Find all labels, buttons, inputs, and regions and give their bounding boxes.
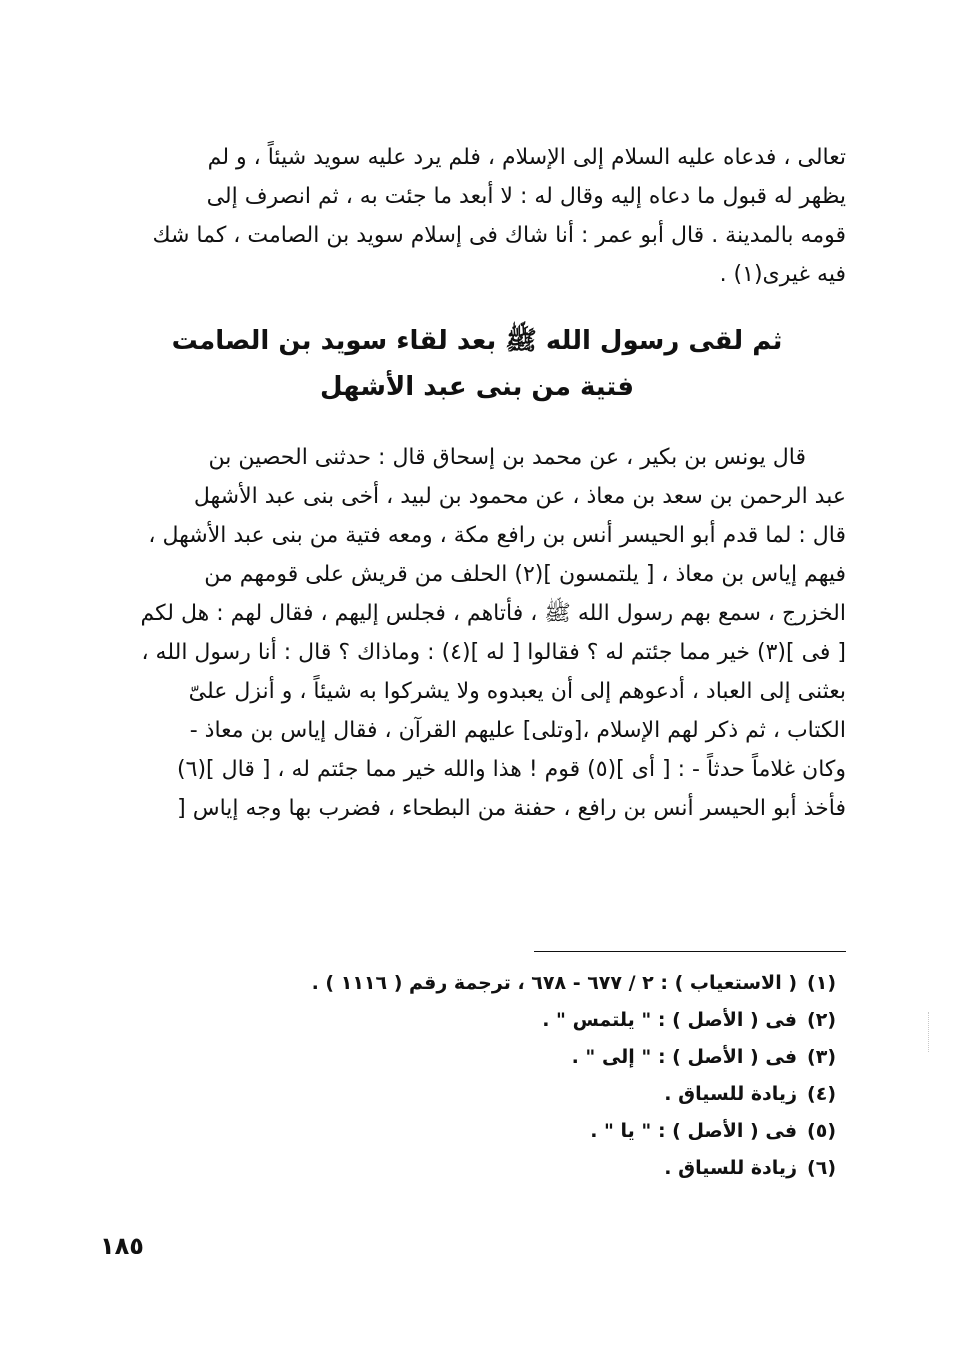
paragraph-1 bbox=[108, 138, 846, 294]
footnote-number: (٢) bbox=[807, 1009, 836, 1031]
text-line: الكتاب ، ثم ذكر لهم الإسلام ،[وتلى] عليهم القرآن ، فقال إياس بن معاذ - bbox=[189, 718, 846, 743]
section-heading bbox=[108, 318, 846, 410]
footnote-number: (٤) bbox=[807, 1083, 836, 1105]
paragraph-2 bbox=[108, 438, 846, 828]
page-number: ١٨٥ bbox=[100, 1232, 144, 1260]
footnotes-list bbox=[300, 965, 836, 1187]
footnote-text: فى ( الأصل ) : " يا " . bbox=[590, 1120, 798, 1142]
text-line: قومه بالمدينة . قال أبو عمر : أنا شاك فى إسلام سويد بن الصامت ، كما شك bbox=[152, 223, 846, 248]
text-line: فأخذ أبو الحيسر أنس بن رافع ، حفنة من البطحاء ، فضرب بها وجه إياس [ bbox=[177, 796, 846, 821]
footnote-text: زيادة للسياق . bbox=[664, 1083, 798, 1105]
footnote-text: فى ( الأصل ) : " إلى " . bbox=[571, 1046, 798, 1068]
text-line: وكان غلاماً حدثاً - : [ أى ](٥) قوم ! هذا والله خير مما جئتم له ، [ قال ](٦) bbox=[177, 757, 846, 782]
text-line: الخزرج ، سمع بهم رسول الله ﷺ ، فأتاهم ، فجلس إليهم ، فقال لهم : هل لكم bbox=[140, 601, 846, 626]
footnote-number: (١) bbox=[807, 972, 836, 994]
text-line: فيه غيرى(١) . bbox=[719, 262, 846, 287]
footnote-text: فى ( الأصل ) : " يلتمس " . bbox=[542, 1009, 798, 1031]
text-line: تعالى ، فدعاه عليه السلام إلى الإسلام ، فلم يرد عليه سويد شيئاً ، و لم bbox=[207, 145, 846, 170]
footnote-item bbox=[300, 1002, 836, 1039]
footnote-item bbox=[300, 1076, 836, 1113]
text-line: [ فى ](٣) خير مما جئتم له ؟ فقالوا [ له ](٤) : وماذاك ؟ قال : أنا رسول الله ، bbox=[141, 640, 846, 665]
footnote-number: (٣) bbox=[807, 1046, 836, 1068]
heading-line-1: ثم لقى رسول الله ﷺ بعد لقاء سويد بن الصامت bbox=[171, 326, 783, 356]
text-line: قال يونس بن بكير ، عن محمد بن إسحاق قال : حدثنى الحصين بن bbox=[208, 445, 806, 470]
text-line: قال : لما قدم أبو الحيسر أنس بن رافع مكة ، ومعه فتية من بنى عبد الأشهل ، bbox=[148, 523, 846, 548]
footnote-number: (٦) bbox=[807, 1157, 836, 1179]
footnote-item bbox=[300, 965, 836, 1002]
text-line: فيهم إياس بن معاذ ، [ يلتمسون ](٢) الحلف من قريش على قومهم من bbox=[204, 562, 846, 587]
text-line: بعثنى إلى العباد ، أدعوهم إلى أن يعبدوه ولا يشركوا به شيئاً ، و أنزل علىّ bbox=[188, 679, 846, 704]
footnote-text: ( الاستعياب ) : ٢ / ٦٧٧ - ٦٧٨ ، ترجمة رقم ( ١١١٦ ) . bbox=[311, 972, 798, 994]
scan-artifact bbox=[928, 1012, 930, 1052]
footnote-divider bbox=[534, 951, 846, 952]
footnote-number: (٥) bbox=[807, 1120, 836, 1142]
footnote-item bbox=[300, 1150, 836, 1187]
footnote-text: زيادة للسياق . bbox=[664, 1157, 798, 1179]
text-line: يظهر له قبول ما دعاه إليه وقال له : لا أبعد ما جئت به ، ثم انصرف إلى bbox=[206, 184, 846, 209]
footnote-item bbox=[300, 1113, 836, 1150]
text-line: عبد الرحمن بن سعد بن معاذ ، عن محمود بن لبيد ، أخى بنى عبد الأشهل bbox=[193, 484, 846, 509]
heading-line-2: فتية من بنى عبد الأشهل bbox=[319, 372, 634, 402]
footnote-item bbox=[300, 1039, 836, 1076]
